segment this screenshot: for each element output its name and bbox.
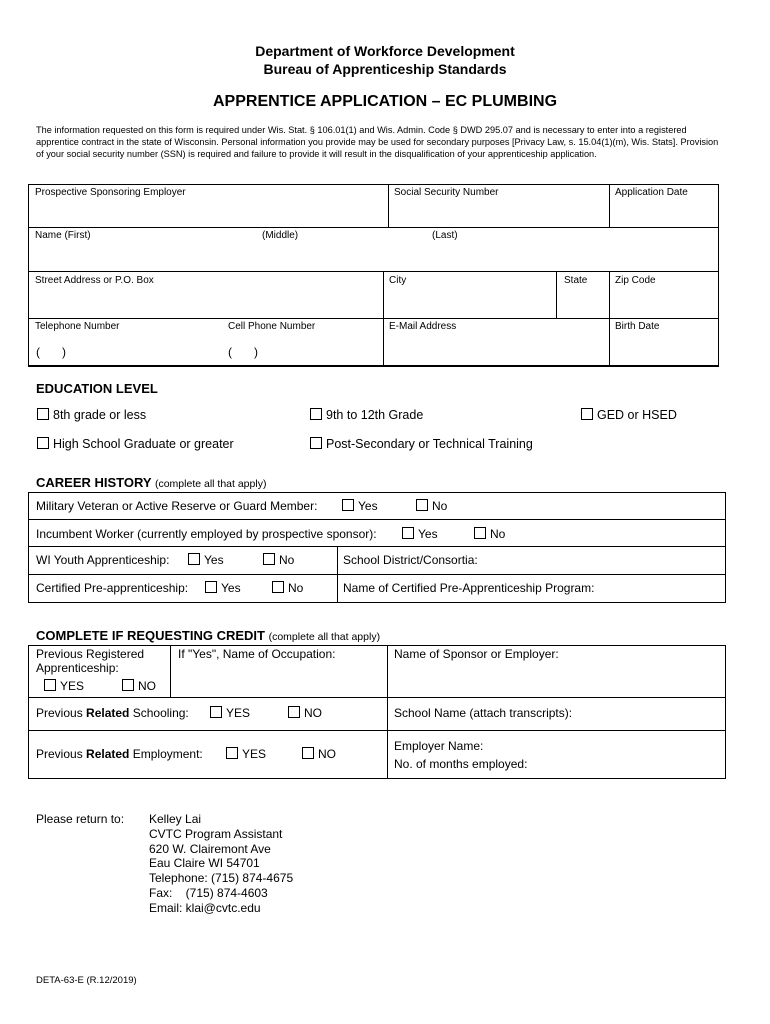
middle-name-field[interactable]: (Middle) [262,230,299,241]
no-label: No [279,553,295,567]
prev-registered-no[interactable] [122,679,156,693]
return-email: Email: klai@cvtc.edu [149,900,261,915]
telephone-field[interactable]: Telephone Number [35,321,120,332]
cell-phone-field[interactable]: Cell Phone Number [228,321,316,332]
yes-label: Yes [358,499,378,513]
prev-schooling-row [36,706,322,720]
cell-area-code-close: ) [254,345,258,359]
sponsor-field[interactable]: Name of Sponsor or Employer: [394,647,559,661]
option-label: 9th to 12th Grade [326,408,424,422]
schooling-suffix: Schooling: [129,706,189,720]
return-street: 620 W. Clairemont Ave [149,841,271,856]
application-date-field[interactable]: Application Date [615,187,688,198]
yes-label: Yes [204,553,224,567]
option-label: 8th grade or less [53,408,147,422]
no-label: No [490,527,506,541]
checkbox[interactable] [342,499,354,511]
military-label: Military Veteran or Active Reserve or Guard Member: [36,499,318,513]
preapp-label: Certified Pre-apprenticeship: [36,581,189,595]
employer-name-field[interactable]: Employer Name: [394,739,484,753]
schooling-yes[interactable] [210,706,250,720]
city-field[interactable]: City [389,275,407,286]
credit-heading [36,628,380,643]
prev-employment-row [36,747,336,761]
return-name: Kelley Lai [149,812,202,826]
military-yes[interactable] [342,499,378,513]
employment-prefix: Previous [36,747,87,761]
incumbent-row [36,527,506,541]
employer-field[interactable]: Prospective Sponsoring Employer [35,187,186,198]
first-name-field[interactable]: Name (First) [35,230,91,241]
checkbox[interactable] [205,581,217,593]
checkbox[interactable] [210,706,222,718]
cell-area-code-open: ( [228,345,232,359]
form-number: DETA-63-E (R.12/2019) [36,975,137,986]
department-name: Department of Workforce Development [255,43,515,59]
preapp-no[interactable] [272,581,303,595]
return-fax: Fax: (715) 874-4603 [149,885,268,900]
checkbox[interactable] [402,527,414,539]
related-bold: Related [86,747,130,761]
area-code-close: ) [62,345,66,359]
career-title: CAREER HISTORY [36,475,152,490]
schooling-no[interactable] [288,706,322,720]
yes-label: YES [226,706,251,720]
career-note: (complete all that apply) [154,478,267,490]
employment-suffix: Employment: [129,747,203,761]
street-address-field[interactable]: Street Address or P.O. Box [35,275,154,286]
checkbox[interactable] [226,747,238,759]
form-title: APPRENTICE APPLICATION – EC PLUMBING [212,93,558,110]
option-label: Post-Secondary or Technical Training [326,437,533,451]
employment-yes[interactable] [226,747,266,761]
zip-code-field[interactable]: Zip Code [615,275,656,286]
education-option-ged[interactable] [581,408,677,422]
state-field[interactable]: State [564,275,588,286]
checkbox[interactable] [310,437,322,449]
yes-label: YES [242,747,267,761]
return-label: Please return to: [36,812,125,826]
yes-label: YES [60,679,85,693]
military-no[interactable] [416,499,447,513]
birth-date-field[interactable]: Birth Date [615,321,660,332]
preapp-yes[interactable] [205,581,241,595]
youth-label: WI Youth Apprenticeship: [36,553,170,567]
incumbent-yes[interactable] [402,527,438,541]
ssn-field[interactable]: Social Security Number [394,187,499,198]
no-label: NO [304,706,322,720]
occupation-field[interactable]: If "Yes", Name of Occupation: [178,647,336,661]
last-name-field[interactable]: (Last) [432,230,458,241]
education-option-8th[interactable] [37,408,146,422]
preapp-program-field[interactable]: Name of Certified Pre-Apprenticeship Program: [343,581,595,595]
checkbox[interactable] [416,499,428,511]
yes-label: Yes [221,581,241,595]
employment-no[interactable] [302,747,336,761]
education-option-post-secondary[interactable] [310,437,533,451]
prev-registered-yes[interactable] [44,679,84,693]
return-city: Eau Claire WI 54701 [149,856,260,871]
checkbox[interactable] [288,706,300,718]
preapp-row [36,581,304,595]
return-telephone: Telephone: (715) 874-4675 [149,871,294,886]
related-bold: Related [86,706,130,720]
no-label: No [288,581,304,595]
checkbox[interactable] [44,679,56,691]
incumbent-no[interactable] [474,527,505,541]
military-row [36,499,448,513]
checkbox[interactable] [188,553,200,565]
youth-no[interactable] [263,553,294,567]
bureau-name: Bureau of Apprenticeship Standards [263,61,507,77]
checkbox[interactable] [37,408,49,420]
incumbent-label: Incumbent Worker (currently employed by prospective sponsor): [36,527,377,541]
education-option-hs-grad[interactable] [37,437,234,451]
checkbox[interactable] [37,437,49,449]
checkbox[interactable] [263,553,275,565]
career-heading [36,475,266,490]
email-field[interactable]: E-Mail Address [389,321,457,332]
option-label: GED or HSED [597,408,677,422]
option-label: High School Graduate or greater [53,437,234,451]
education-heading: EDUCATION LEVEL [36,381,158,396]
credit-note: (complete all that apply) [268,631,381,643]
schooling-prefix: Previous [36,706,87,720]
months-employed-field[interactable]: No. of months employed: [394,757,528,771]
privacy-notice: The information requested on this form is required under Wis. Stat. § 106.01(1) and Wis. Admin. Code § DWD 295.07 and is necessary to enter into a registered apprentice contract in the state of Wisconsin. Personal information you provide may be used for secondary purposes [Privacy Law, s. 15.04(1)(m), Wis. Stats]. Provision of your social security number (SSN) is required and failure to provide it will result in the disqualification of your apprenticeship application. [36,125,719,159]
school-district-field[interactable]: School District/Consortia: [343,553,478,567]
youth-yes[interactable] [188,553,224,567]
checkbox[interactable] [272,581,284,593]
education-option-9-12[interactable] [310,408,423,422]
yes-label: Yes [418,527,438,541]
return-title: CVTC Program Assistant [149,826,283,841]
credit-title: COMPLETE IF REQUESTING CREDIT [36,628,265,643]
school-name-field[interactable]: School Name (attach transcripts): [394,706,573,720]
youth-row [36,553,295,567]
prev-registered-label: Previous Registered Apprenticeship: [36,647,145,675]
no-label: NO [318,747,336,761]
return-address [149,812,293,916]
checkbox[interactable] [302,747,314,759]
checkbox[interactable] [474,527,486,539]
checkbox[interactable] [122,679,134,691]
area-code-open: ( [36,345,40,359]
no-label: NO [138,679,156,693]
no-label: No [432,499,448,513]
checkbox[interactable] [310,408,322,420]
checkbox[interactable] [581,408,593,420]
